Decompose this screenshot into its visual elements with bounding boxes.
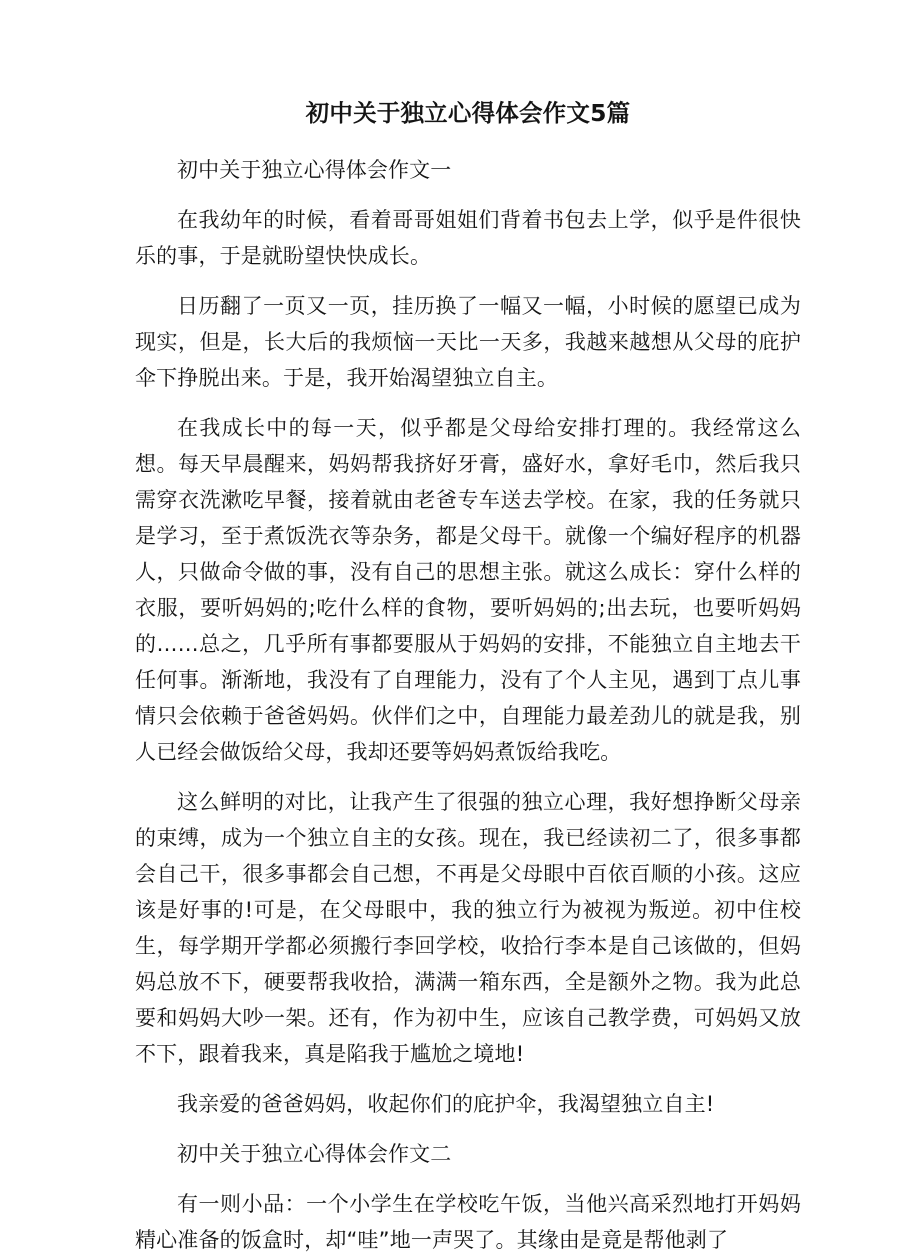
- paragraph-5: 我亲爱的爸爸妈妈，收起你们的庇护伞，我渴望独立自主!: [177, 1092, 715, 1116]
- paragraph-4: 这么鲜明的对比，让我产生了很强的独立心理，我好想挣断父母亲的束缚，成为一个独立自主的女孩。现在，我已经读初二了，很多事都会自己干，很多事都会自己想，不再是父母眼中百依百顺的小孩。这应该是好事的!可是，在父母眼中，我的独立行为被视为叛逆。初中住校生，每学期开学都必须搬行李回学校，收拾行李本是自己该做的，但妈妈总放不下，硬要帮我收拾，满满一箱东西，全是额外之物。我为此总要和妈妈大吵一架。还有，作为初中生，应该自己教学费，可妈妈又放不下，跟着我来，真是陷我于尴尬之境地!: [135, 790, 801, 1066]
- section-heading-2: 初中关于独立心得体会作文二: [177, 1142, 452, 1166]
- page-content-area: [135, 96, 801, 1258]
- paragraph-1: 在我幼年的时候，看着哥哥姐姐们背着书包去上学，似乎是件很快乐的事，于是就盼望快快成长。: [135, 208, 801, 268]
- paragraph-3: 在我成长中的每一天，似乎都是父母给安排打理的。我经常这么想。每天早晨醒来，妈妈帮我挤好牙膏，盛好水，拿好毛巾，然后我只需穿衣洗漱吃早餐，接着就由老爸专车送去学校。在家，我的任务就只是学习，至于煮饭洗衣等杂务，都是父母干。就像一个编好程序的机器人，只做命令做的事，没有自己的思想主张。就这么成长：穿什么样的衣服，要听妈妈的;吃什么样的食物，要听妈妈的;出去玩，也要听妈妈的……总之，几乎所有事都要服从于妈妈的安排，不能独立自主地去干任何事。渐渐地，我没有了自理能力，没有了个人主见，遇到丁点儿事情只会依赖于爸爸妈妈。伙伴们之中，自理能力最差劲儿的就是我，别人已经会做饭给父母，我却还要等妈妈煮饭给我吃。: [135, 416, 801, 764]
- paragraph-2: 日历翻了一页又一页，挂历换了一幅又一幅，小时候的愿望已成为现实，但是，长大后的我烦恼一天比一天多，我越来越想从父母的庇护伞下挣脱出来。于是，我开始渴望独立自主。: [135, 294, 801, 390]
- section-heading-1: 初中关于独立心得体会作文一: [177, 158, 452, 182]
- page-title: 初中关于独立心得体会作文5篇: [305, 99, 631, 127]
- paragraph-6: 有一则小品：一个小学生在学校吃午饭，当他兴高采烈地打开妈妈精心准备的饭盒时，却“哇”地一声哭了。其缘由是竟是帮他剥了: [135, 1192, 801, 1252]
